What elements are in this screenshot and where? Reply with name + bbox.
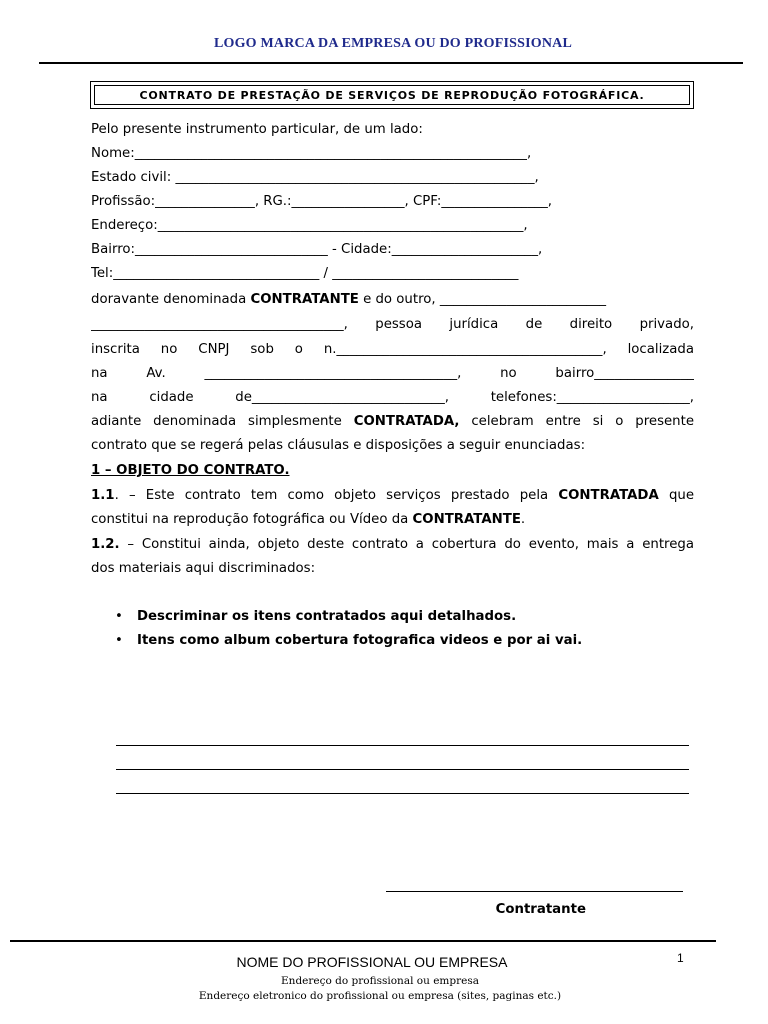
clause-1-2-line-2: dos materiais aqui discriminados: xyxy=(91,561,316,576)
field-bairro: Bairro:_____________________________ - Cidade:______________________, xyxy=(91,242,543,257)
contratada-bold: CONTRATADA, xyxy=(353,414,460,429)
cnpj-line: inscrita no CNPJ sob o n.________________________________________, localizada xyxy=(91,342,694,357)
intro-text: Pelo presente instrumento particular, de um lado: xyxy=(91,122,423,137)
section-1-title-text: 1 – OBJETO DO CONTRATO. xyxy=(91,463,290,478)
clause-1-2-line-1 xyxy=(91,537,694,553)
clause-1-1-text-a: . – Este contrato tem como objeto serviços prestado pela xyxy=(114,488,559,503)
clause-1-1-line-1 xyxy=(91,488,694,504)
field-profissao: Profissão:_______________, RG.:_________________, CPF:________________, xyxy=(91,194,552,209)
contrato-line: contrato que se regerá pelas cláusulas e disposições a seguir enunciadas: xyxy=(91,438,586,453)
blank-line xyxy=(116,769,689,770)
avenida-line: na Av. ______________________________________, no bairro_______________ xyxy=(91,366,694,381)
clause-1-2-text-a: – Constitui ainda, objeto deste contrato a cobertura do evento, mais a entrega xyxy=(119,537,694,552)
list-item: • Descriminar os itens contratados aqui detalhados. xyxy=(115,605,582,629)
page-number: 1 xyxy=(677,951,684,965)
blank-line xyxy=(116,745,689,746)
contratante-text-a: doravante denominada xyxy=(91,292,251,307)
header-rule xyxy=(39,62,743,64)
footer-electronic-address: Endereço eletronico do profissional ou empresa (sites, paginas etc.) xyxy=(198,990,562,1002)
field-nome: Nome:___________________________________________________________, xyxy=(91,146,532,161)
footer-address: Endereço do profissional ou empresa xyxy=(281,975,479,987)
contratante-text-b: e do outro, _________________________ xyxy=(358,292,607,307)
field-tel: Tel:_______________________________ / ____________________________ xyxy=(91,266,519,281)
clause-1-1-number: 1.1 xyxy=(91,488,115,503)
contratada-text-a: adiante denominada simplesmente xyxy=(91,414,354,429)
bullet-list xyxy=(115,605,582,653)
footer-rule xyxy=(10,940,716,942)
field-endereco: Endereço:_______________________________________________________, xyxy=(91,218,528,233)
contratada-line xyxy=(91,414,694,430)
clause-1-1-text-c: constitui na reprodução fotográfica ou Vídeo da xyxy=(91,512,413,527)
clause-1-1-text-b: que xyxy=(658,488,694,503)
footer-name: NOME DO PROFISSIONAL OU EMPRESA xyxy=(236,954,508,970)
clause-1-1-line-2 xyxy=(91,512,694,528)
contract-title-box xyxy=(90,81,694,109)
signature-label: Contratante xyxy=(495,902,586,917)
field-estado-civil: Estado civil: ______________________________________________________, xyxy=(91,170,539,185)
pessoa-juridica-line: ______________________________________, pessoa jurídica de direito privado, xyxy=(91,317,694,332)
header-logo-text: LOGO MARCA DA EMPRESA OU DO PROFISSIONAL xyxy=(213,36,573,51)
contratada-text-b: celebram entre si o presente xyxy=(459,414,694,429)
cidade-line: na cidade de_____________________________, telefones:____________________, xyxy=(91,390,694,405)
clause-1-1-bold-contratada: CONTRATADA xyxy=(558,488,659,503)
contratante-bold: CONTRATANTE xyxy=(250,292,359,307)
clause-1-1-text-d: . xyxy=(520,512,526,527)
contract-title: CONTRATO DE PRESTAÇÃO DE SERVIÇOS DE REPRODUÇÃO FOTOGRÁFICA. xyxy=(94,85,690,105)
list-item: • Itens como album cobertura fotografica videos e por ai vai. xyxy=(115,629,582,653)
signature-line xyxy=(386,891,683,892)
blank-line xyxy=(116,793,689,794)
clause-1-2-number: 1.2. xyxy=(91,537,120,552)
clause-1-1-bold-contratante: CONTRATANTE xyxy=(412,512,521,527)
section-1-title xyxy=(91,463,694,479)
contratante-line xyxy=(91,292,694,308)
